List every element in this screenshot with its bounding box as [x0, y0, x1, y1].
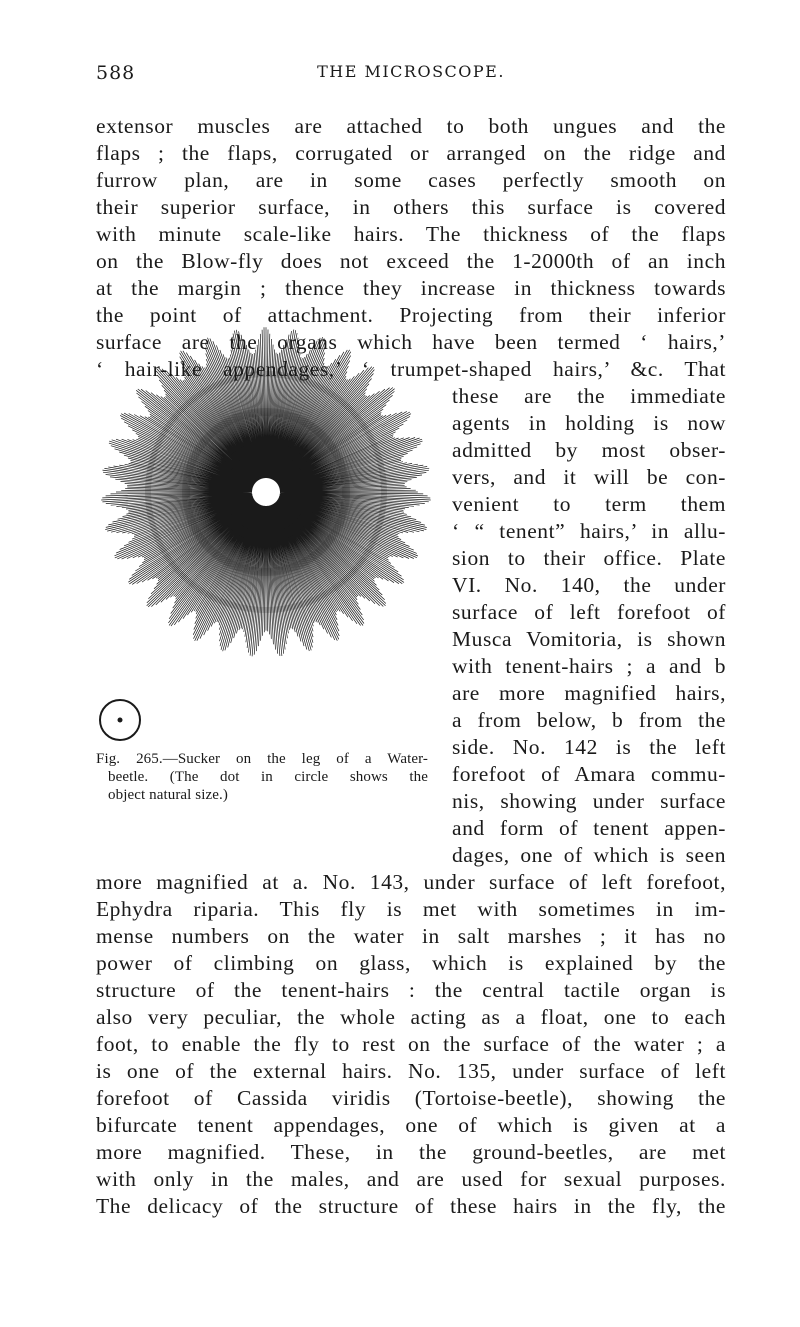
water-beetle-sucker-illustration [96, 312, 436, 744]
body-line: is one of the external hairs. No. 135, under surface of left [96, 1059, 726, 1083]
side-line: a from below, b from the [452, 708, 726, 732]
body-line: the point of attachment. Projecting from their inferior [96, 303, 726, 327]
side-line: agents in holding is now [452, 411, 726, 435]
side-line: dages, one of which is seen [452, 843, 726, 867]
side-line: vers, and it will be con- [452, 465, 726, 489]
figure-caption-line: Fig. 265.—Sucker on the leg of a Water- [96, 751, 428, 767]
body-line: The delicacy of the structure of these hairs in the fly, the [96, 1194, 726, 1218]
body-line: extensor muscles are attached to both ungues and the [96, 114, 726, 138]
natural-size-dot [118, 718, 123, 723]
body-line: also very peculiar, the whole acting as a float, one to each [96, 1005, 726, 1029]
body-line: flaps ; the flaps, corrugated or arranged on the ridge and [96, 141, 726, 165]
body-line: mense numbers on the water in salt marshes ; it has no [96, 924, 726, 948]
body-line: with minute scale-like hairs. The thickness of the flaps [96, 222, 726, 246]
side-line: with tenent-hairs ; a and b [452, 654, 726, 678]
body-line: power of climbing on glass, which is explained by the [96, 951, 726, 975]
body-line: bifurcate tenent appendages, one of which is given at a [96, 1113, 726, 1137]
body-line: foot, to enable the fly to rest on the surface of the water ; a [96, 1032, 726, 1056]
side-line: venient to term them [452, 492, 726, 516]
body-line: on the Blow-fly does not exceed the 1-2000th of an inch [96, 249, 726, 273]
side-line: side. No. 142 is the left [452, 735, 726, 759]
figure-caption-line: beetle. (The dot in circle shows the [108, 769, 428, 785]
side-line: forefoot of Amara commu- [452, 762, 726, 786]
body-line: structure of the tenent-hairs : the central tactile organ is [96, 978, 726, 1002]
side-line: are more magnified hairs, [452, 681, 726, 705]
side-line: VI. No. 140, the under [452, 573, 726, 597]
figure-caption-line: object natural size.) [108, 787, 228, 803]
side-line: and form of tenent appen- [452, 816, 726, 840]
body-line: with only in the males, and are used for sexual purposes. [96, 1167, 726, 1191]
body-line: more magnified. These, in the ground-beetles, are met [96, 1140, 726, 1164]
page-number: 588 [96, 62, 136, 84]
figure-265-sucker [96, 312, 436, 744]
side-line: nis, showing under surface [452, 789, 726, 813]
side-line: sion to their office. Plate [452, 546, 726, 570]
body-line: at the margin ; thence they increase in thickness towards [96, 276, 726, 300]
side-line: ‘ “ tenent” hairs,’ in allu- [452, 519, 726, 543]
body-line: Ephydra riparia. This fly is met with sometimes in im- [96, 897, 726, 921]
body-line: their superior surface, in others this surface is covered [96, 195, 726, 219]
side-line: surface of left forefoot of [452, 600, 726, 624]
body-line: ‘ hair-like appendages,’ ‘ trumpet-shaped hairs,’ &c. That [96, 357, 726, 381]
running-title: THE MICROSCOPE. [317, 62, 505, 81]
body-line: forefoot of Cassida viridis (Tortoise-beetle), showing the [96, 1086, 726, 1110]
side-line: Musca Vomitoria, is shown [452, 627, 726, 651]
body-line: more magnified at a. No. 143, under surface of left forefoot, [96, 870, 726, 894]
side-line: admitted by most obser- [452, 438, 726, 462]
body-line: surface are the organs which have been termed ‘ hairs,’ [96, 330, 726, 354]
side-line: these are the immediate [452, 384, 726, 408]
body-line: furrow plan, are in some cases perfectly smooth on [96, 168, 726, 192]
page-header [96, 62, 726, 88]
